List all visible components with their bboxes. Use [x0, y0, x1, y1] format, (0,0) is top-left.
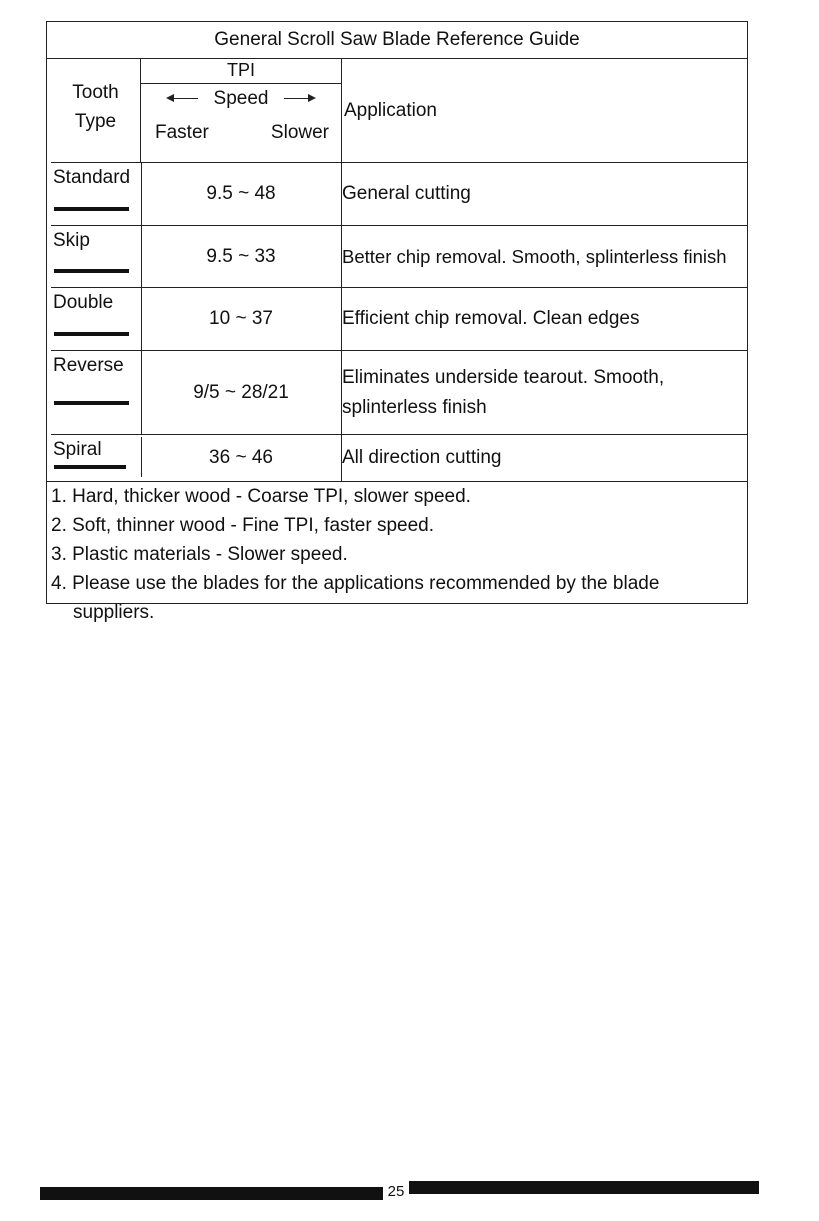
table-title: General Scroll Saw Blade Reference Guide: [47, 22, 747, 59]
application-text: Efficient chip removal. Clean edges: [342, 308, 640, 329]
tooth-type-name: Spiral: [53, 439, 102, 460]
application-text: Better chip removal. Smooth, splinterless finish: [342, 245, 727, 267]
application-text: Eliminates underside tearout. Smooth, splinterless finish: [342, 366, 665, 418]
double-blade-icon: [54, 332, 129, 336]
standard-blade-icon: [54, 207, 129, 211]
tpi-value: 36 ~ 46: [141, 435, 342, 481]
tooth-type-cell: [51, 163, 142, 225]
footer-bar-left: [40, 1187, 383, 1200]
note-item: 1. Hard, thicker wood - Coarse TPI, slower speed.: [51, 486, 471, 507]
tooth-type-cell: [51, 226, 142, 287]
faster-label: Faster: [155, 122, 209, 143]
notes-section: [51, 482, 747, 627]
application-text: General cutting: [342, 183, 471, 204]
tooth-header-line1: Tooth: [72, 82, 119, 103]
note-item: 2. Soft, thinner wood - Fine TPI, faster speed.: [51, 515, 435, 536]
footer-bar-right: [409, 1181, 759, 1194]
tpi-value: 10 ~ 37: [141, 288, 342, 350]
arrow-left-icon: [168, 98, 198, 99]
tpi-value: 9.5 ~ 33: [141, 226, 342, 287]
tpi-value: 9.5 ~ 48: [141, 163, 342, 225]
blade-reference-table: [46, 21, 748, 623]
slower-label: Slower: [270, 122, 329, 143]
note-item: 4. Please use the blades for the applications recommended by the blade: [51, 573, 660, 594]
skip-blade-icon: [54, 269, 129, 273]
tooth-type-name: Double: [53, 292, 114, 313]
tooth-type-cell: [51, 437, 142, 477]
tpi-value: 9/5 ~ 28/21: [141, 351, 342, 434]
tooth-header-line2: Type: [74, 111, 117, 132]
arrow-right-icon: [284, 98, 314, 99]
tooth-type-cell: [51, 351, 142, 434]
tooth-type-name: Skip: [53, 230, 90, 251]
tooth-type-header: [51, 58, 141, 163]
table-row: [51, 351, 747, 435]
table-row: [51, 226, 747, 288]
table-row: [51, 288, 747, 351]
table-row: [51, 435, 747, 468]
tooth-type-name: Standard: [53, 167, 131, 188]
application-text: All direction cutting: [342, 447, 502, 468]
spiral-blade-icon: [54, 465, 126, 469]
speed-row: [141, 86, 341, 112]
tpi-label: TPI: [141, 58, 341, 84]
reverse-blade-icon: [54, 401, 129, 405]
note-item-continuation: suppliers.: [73, 602, 155, 623]
faster-slower-row: [141, 118, 341, 148]
tooth-type-cell: [51, 288, 142, 350]
note-item: 3. Plastic materials - Slower speed.: [51, 544, 348, 565]
page-number: 25: [387, 1183, 405, 1200]
table-row: [51, 163, 747, 226]
application-header: Application: [341, 58, 747, 163]
tpi-header: [141, 58, 341, 163]
speed-label: Speed: [213, 88, 269, 109]
tooth-type-name: Reverse: [53, 355, 124, 376]
